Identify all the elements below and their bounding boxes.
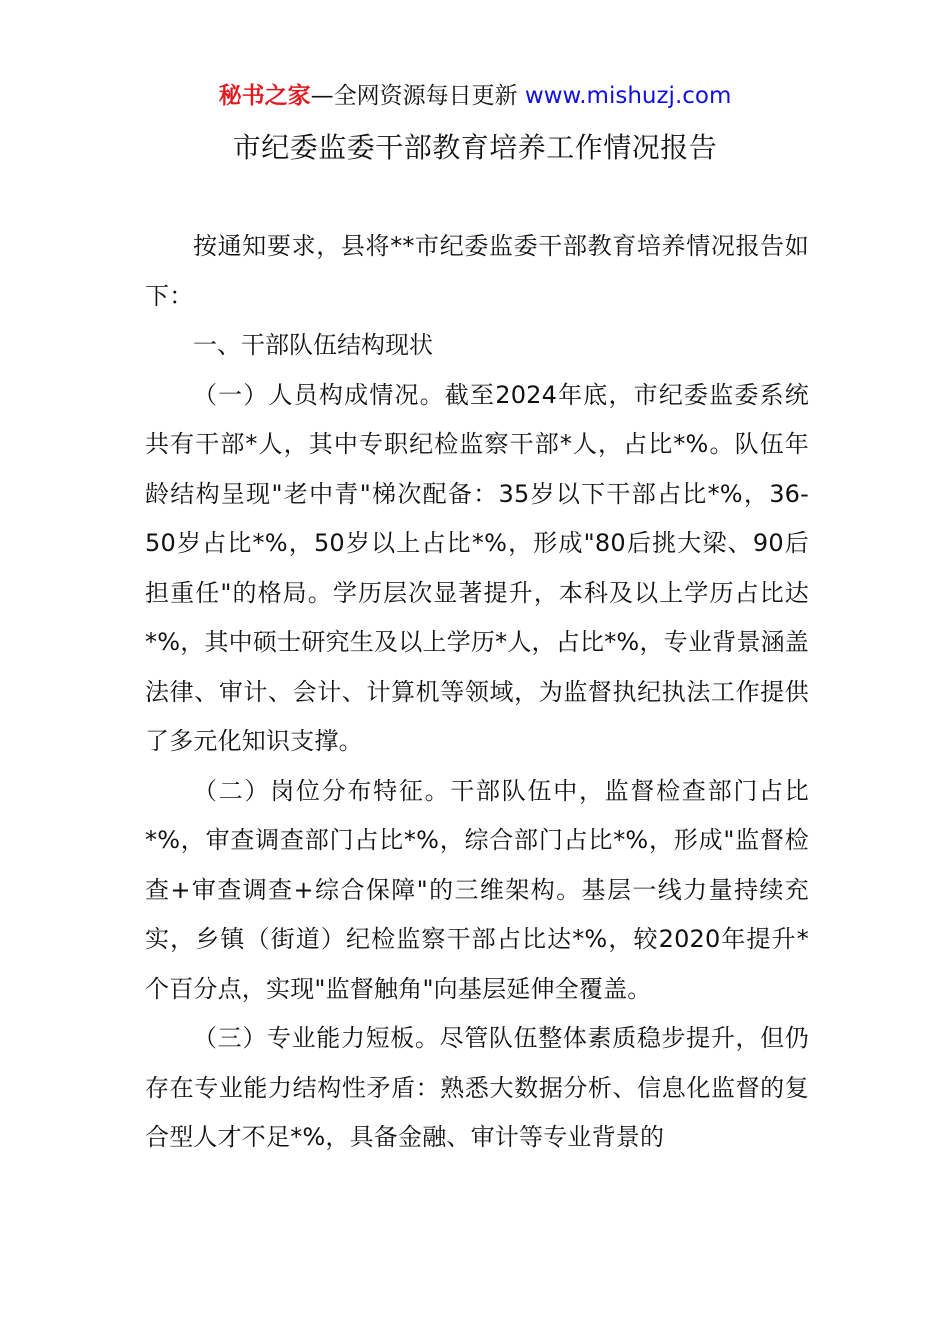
watermark-url[interactable]: www.mishuzj.com xyxy=(524,83,732,109)
site-watermark xyxy=(0,80,950,112)
document-title: 市纪委监委干部教育培养工作情况报告 xyxy=(232,131,718,164)
paragraph-skills: （三）专业能力短板。尽管队伍整体素质稳步提升，但仍存在专业能力结构性矛盾：熟悉大数据分析、信息化监督的复合型人才不足*%，具备金融、审计等专业背景的 xyxy=(145,1024,809,1151)
watermark-tagline: —全网资源每日更新 xyxy=(310,83,525,109)
watermark-brand: 秘书之家 xyxy=(218,83,311,109)
document-body xyxy=(145,222,809,1163)
paragraph-positions: （二）岗位分布特征。干部队伍中，监督检查部门占比*%，审查调查部门占比*%，综合部门占比*%，形成"监督检查+审查调查+综合保障"的三维架构。基层一线力量持续充实，乡镇（街道）纪检监察干部占比达*%，较2020年提升*个百分点，实现"监督触角"向基层延伸全覆盖。 xyxy=(145,776,809,1003)
paragraph-personnel: （一）人员构成情况。截至2024年底，市纪委监委系统共有干部*人，其中专职纪检监察干部*人，占比*%。队伍年龄结构呈现"老中青"梯次配备：35岁以下干部占比*%，36-50岁占比*%，50岁以上占比*%，形成"80后挑大梁、90后担重任"的格局。学历层次显著提升，本科及以上学历占比达*%，其中硕士研究生及以上学历*人，占比*%，专业背景涵盖法律、审计、会计、计算机等领域，为监督执纪执法工作提供了多元化知识支撑。 xyxy=(145,380,809,755)
intro-paragraph: 按通知要求，县将**市纪委监委干部教育培养情况报告如下： xyxy=(145,232,809,310)
section-heading: 一、干部队伍结构现状 xyxy=(193,331,433,359)
